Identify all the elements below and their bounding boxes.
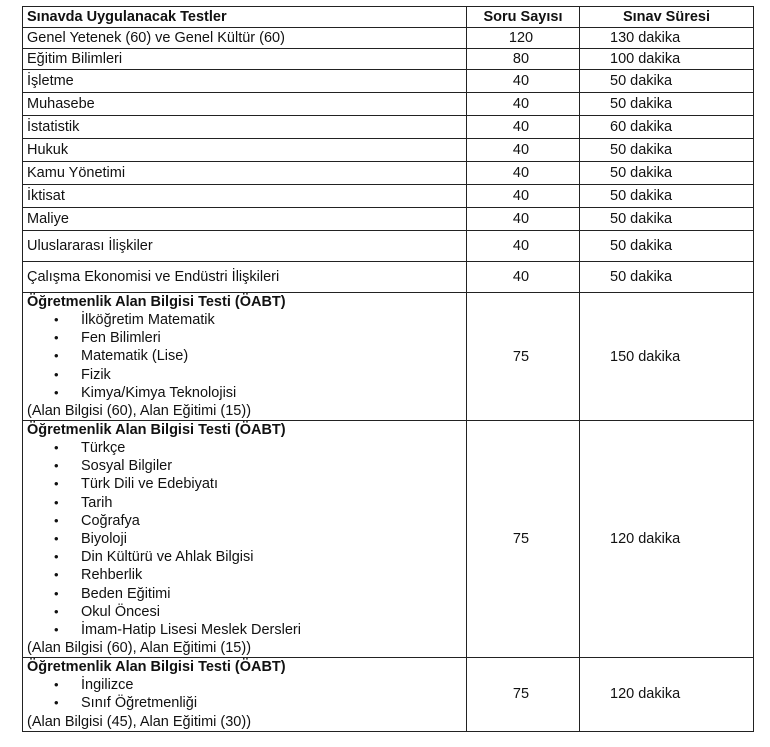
header-question-count: Soru Sayısı	[467, 7, 580, 28]
test-name: Uluslararası İlişkiler	[23, 231, 467, 262]
exam-duration: 50 dakika	[580, 70, 754, 93]
table-header-row	[23, 7, 754, 28]
table-row	[23, 116, 754, 139]
table-row	[23, 185, 754, 208]
test-name: Kamu Yönetimi	[23, 162, 467, 185]
subject-item: • Tarih	[81, 494, 462, 512]
test-name: Maliye	[23, 208, 467, 231]
oabt-group-title: Öğretmenlik Alan Bilgisi Testi (ÖABT)	[27, 422, 286, 439]
question-count: 40	[467, 262, 580, 293]
table-row	[23, 93, 754, 116]
question-count: 120	[467, 28, 580, 49]
table-row	[23, 162, 754, 185]
exam-duration: 50 dakika	[580, 231, 754, 262]
oabt-group-row	[23, 421, 754, 658]
test-name: Eğitim Bilimleri	[23, 49, 467, 70]
header-tests: Sınavda Uygulanacak Testler	[23, 7, 467, 28]
subject-item: • Kimya/Kimya Teknolojisi	[81, 384, 462, 402]
subject-list	[27, 439, 462, 639]
exam-duration: 50 dakika	[580, 139, 754, 162]
exam-duration: 120 dakika	[580, 421, 754, 658]
question-count: 40	[467, 116, 580, 139]
oabt-group-row	[23, 293, 754, 421]
oabt-group-cell	[23, 658, 467, 731]
subject-list	[27, 676, 462, 712]
exam-tests-table	[22, 6, 754, 732]
exam-duration: 130 dakika	[580, 28, 754, 49]
question-count: 75	[467, 421, 580, 658]
subject-item: • Fen Bilimleri	[81, 329, 462, 347]
question-count: 40	[467, 208, 580, 231]
test-name: Çalışma Ekonomisi ve Endüstri İlişkileri	[23, 262, 467, 293]
exam-duration: 50 dakika	[580, 208, 754, 231]
subject-item: • Fizik	[81, 366, 462, 384]
question-count: 40	[467, 231, 580, 262]
subject-item: • Rehberlik	[81, 566, 462, 584]
exam-duration: 50 dakika	[580, 185, 754, 208]
table-row	[23, 262, 754, 293]
subject-item: • Coğrafya	[81, 512, 462, 530]
table-row	[23, 49, 754, 70]
table-row	[23, 70, 754, 93]
oabt-group-title: Öğretmenlik Alan Bilgisi Testi (ÖABT)	[27, 294, 286, 310]
table-row	[23, 208, 754, 231]
subject-item: • Sosyal Bilgiler	[81, 457, 462, 475]
exam-duration: 100 dakika	[580, 49, 754, 70]
table-row	[23, 231, 754, 262]
question-count: 40	[467, 70, 580, 93]
question-count: 80	[467, 49, 580, 70]
subject-item: • Türkçe	[81, 439, 462, 457]
exam-duration: 60 dakika	[580, 116, 754, 139]
header-exam-duration: Sınav Süresi	[580, 7, 754, 28]
exam-duration: 120 dakika	[580, 658, 754, 731]
subject-list	[27, 311, 462, 402]
question-count: 75	[467, 293, 580, 421]
question-count: 40	[467, 185, 580, 208]
table-row	[23, 139, 754, 162]
test-name: Muhasebe	[23, 93, 467, 116]
subject-item: • İngilizce	[81, 676, 462, 694]
test-name: Genel Yetenek (60) ve Genel Kültür (60)	[23, 28, 467, 49]
subject-item: • Okul Öncesi	[81, 603, 462, 621]
oabt-group-breakdown: (Alan Bilgisi (60), Alan Eğitimi (15))	[27, 640, 252, 657]
subject-item: • Biyoloji	[81, 530, 462, 548]
oabt-group-title: Öğretmenlik Alan Bilgisi Testi (ÖABT)	[27, 659, 286, 676]
exam-duration: 50 dakika	[580, 93, 754, 116]
test-name: İşletme	[23, 70, 467, 93]
test-name: Hukuk	[23, 139, 467, 162]
subject-item: • Sınıf Öğretmenliği	[81, 694, 462, 712]
subject-item: • Din Kültürü ve Ahlak Bilgisi	[81, 548, 462, 566]
table-row	[23, 28, 754, 49]
oabt-group-cell	[23, 293, 467, 421]
subject-item: • İmam-Hatip Lisesi Meslek Dersleri	[81, 621, 462, 639]
exam-duration: 50 dakika	[580, 262, 754, 293]
exam-duration: 50 dakika	[580, 162, 754, 185]
exam-duration: 150 dakika	[580, 293, 754, 421]
oabt-group-row	[23, 658, 754, 731]
question-count: 40	[467, 139, 580, 162]
subject-item: • Türk Dili ve Edebiyatı	[81, 475, 462, 493]
subject-item: • Matematik (Lise)	[81, 347, 462, 365]
test-name: İktisat	[23, 185, 467, 208]
test-name: İstatistik	[23, 116, 467, 139]
subject-item: • Beden Eğitimi	[81, 585, 462, 603]
question-count: 40	[467, 162, 580, 185]
question-count: 75	[467, 658, 580, 731]
question-count: 40	[467, 93, 580, 116]
oabt-group-breakdown: (Alan Bilgisi (45), Alan Eğitimi (30))	[27, 713, 252, 730]
subject-item: • İlköğretim Matematik	[81, 311, 462, 329]
oabt-group-breakdown: (Alan Bilgisi (60), Alan Eğitimi (15))	[27, 403, 252, 420]
oabt-group-cell	[23, 421, 467, 658]
